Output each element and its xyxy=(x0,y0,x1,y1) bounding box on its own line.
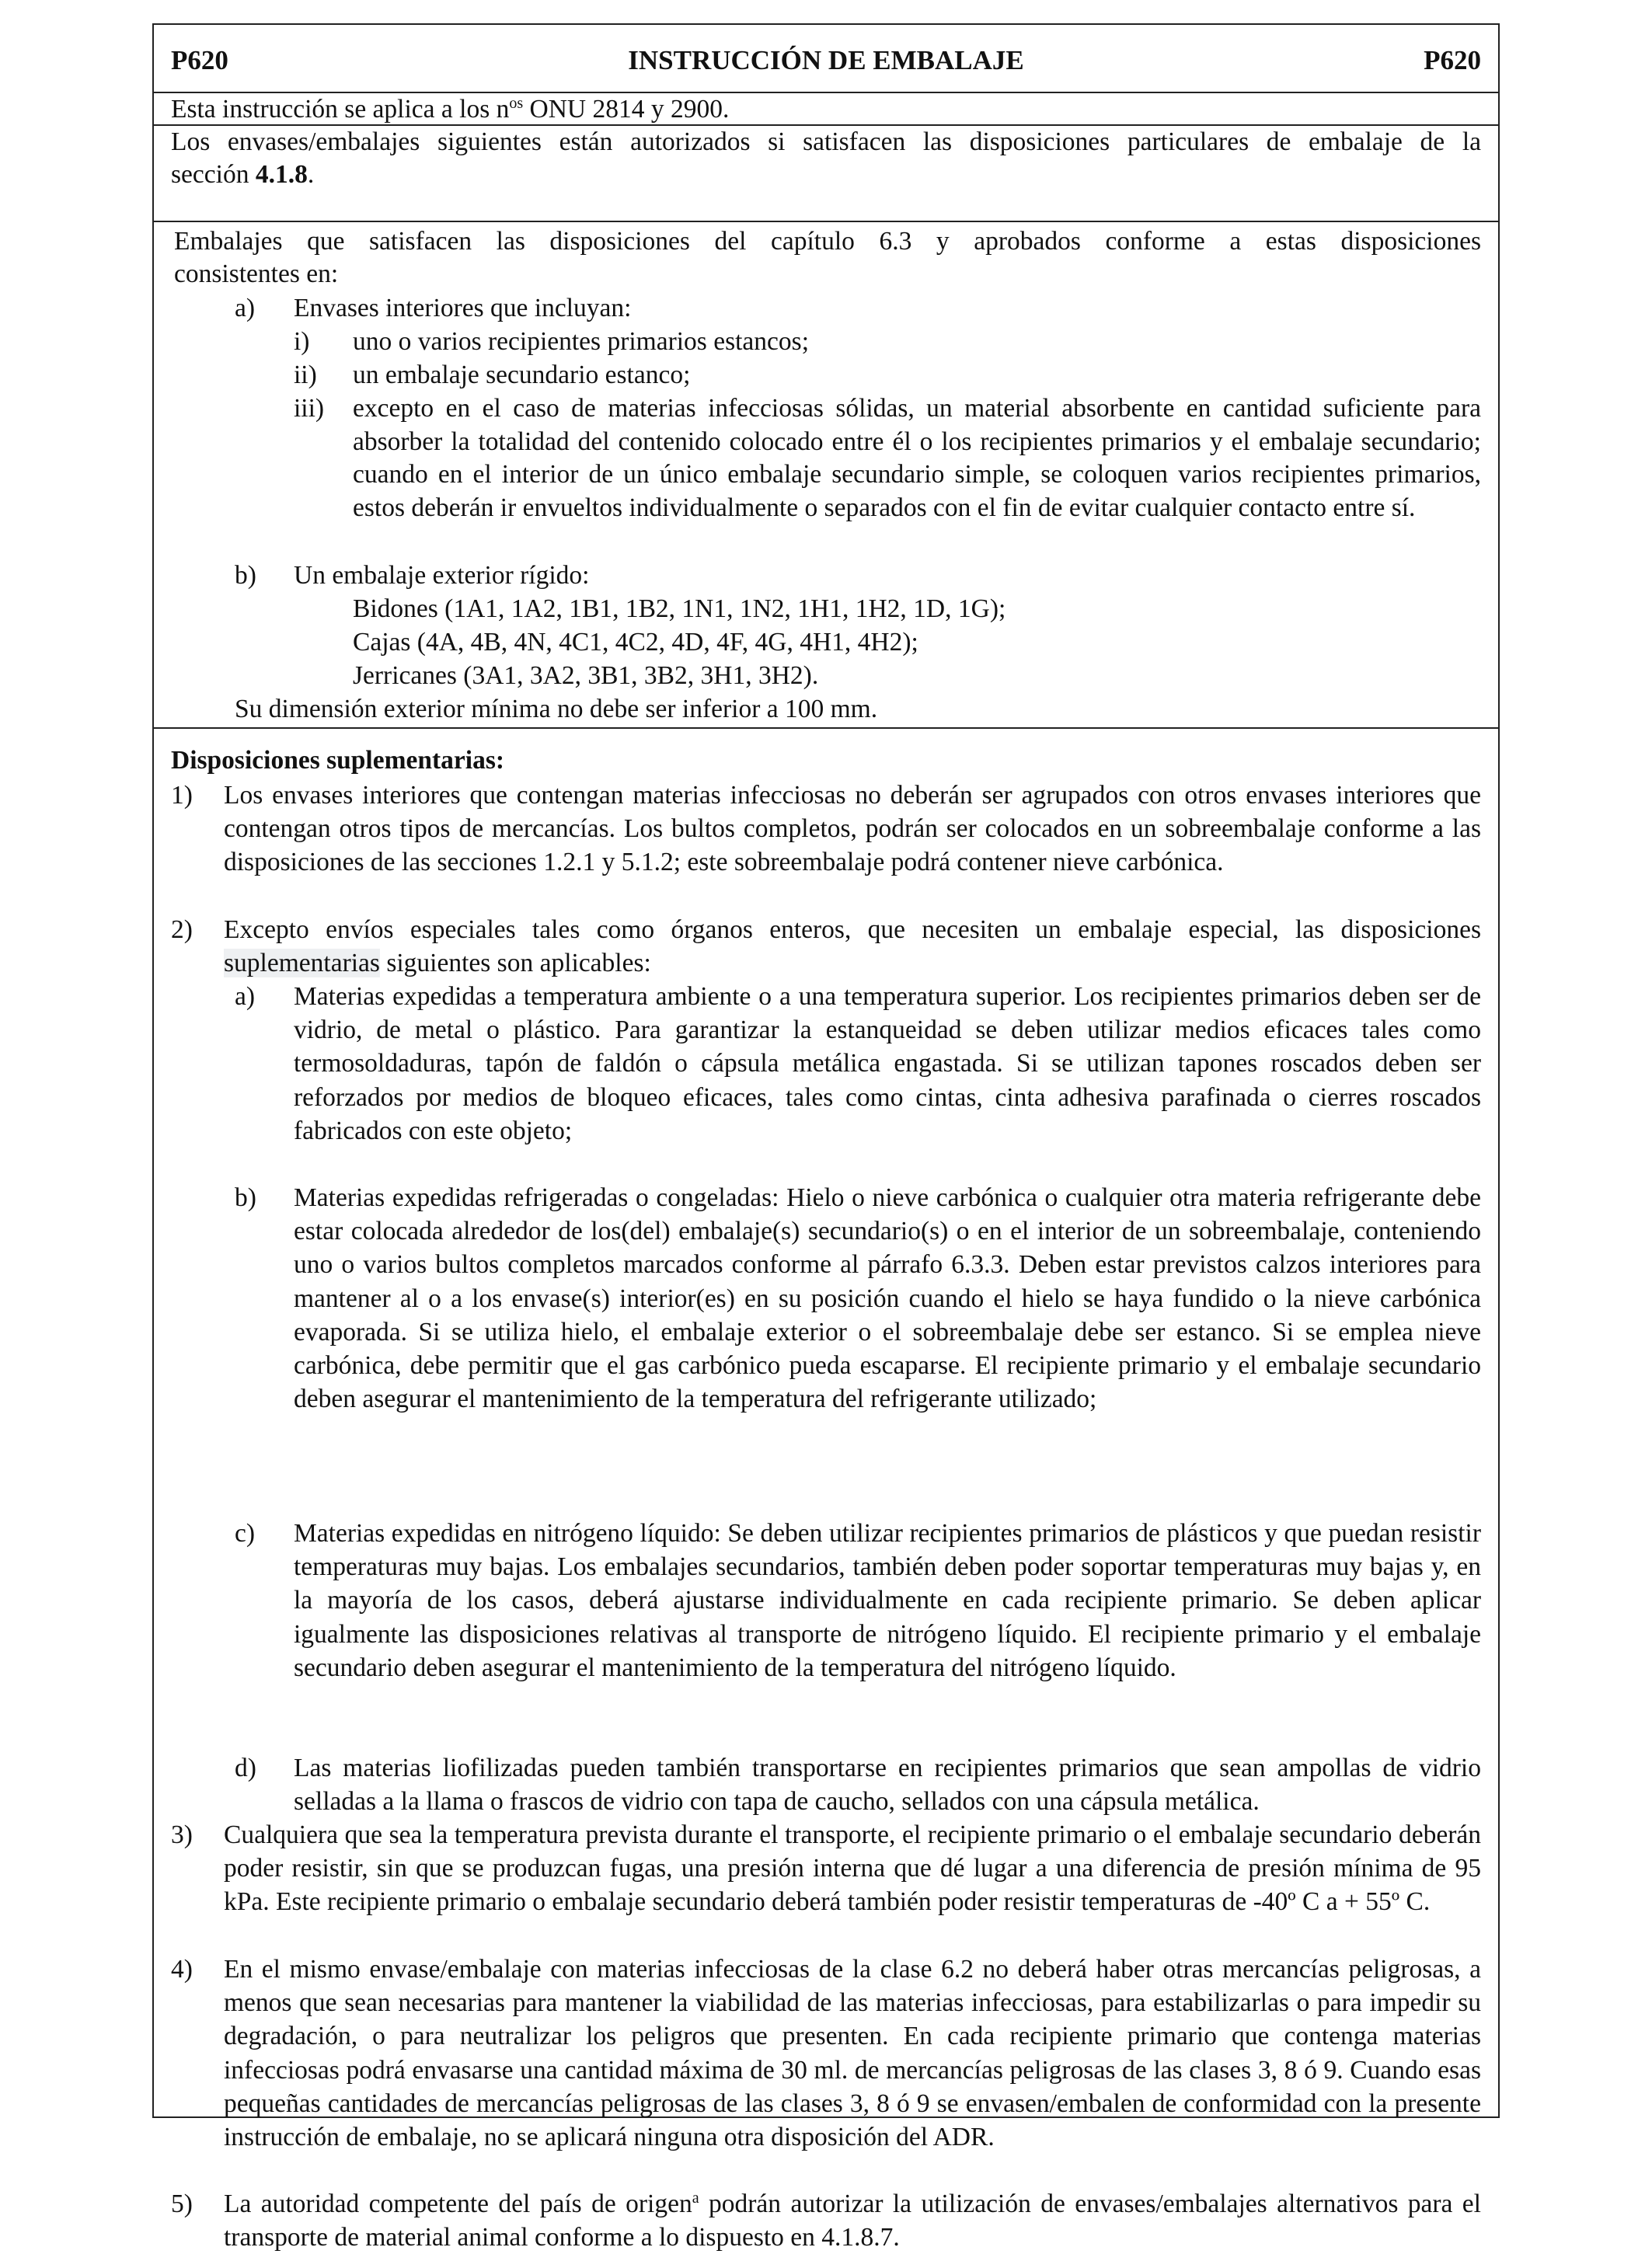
provision-2d-label: d) xyxy=(235,1754,256,1782)
header-row xyxy=(154,25,1498,93)
authorized-section-prefix: sección xyxy=(171,160,256,189)
authorized-section-ref: 4.1.8 xyxy=(255,160,308,189)
supplementary-row xyxy=(154,729,1498,2252)
applies-row xyxy=(154,93,1498,126)
provision-2-line-2 xyxy=(224,946,651,980)
item-a-iii-text: excepto en el caso de materias infecciosas sólidas, un material absorbente en cantidad suficiente para absorber la totalidad del contenido colocado entre él o los recipientes primarios y el embalaje secundario; cuando en el interior de un único embalaje secundario simple, se coloquen varios recipientes primarios, estos deberán ir envueltos individualmente o separados con el fin de evitar cualquier contacto entre sí. xyxy=(353,394,1481,522)
instruction-code-right: P620 xyxy=(1424,45,1481,75)
footnote-marker: a xyxy=(692,2189,699,2207)
highlighted-word: suplementarias xyxy=(224,949,380,977)
applies-text-before: Esta instrucción se aplica a los n xyxy=(171,95,510,124)
item-a-ii-label: ii) xyxy=(294,361,317,389)
supplementary-heading: Disposiciones suplementarias: xyxy=(171,746,505,775)
item-a-iii-label: iii) xyxy=(294,394,325,423)
item-b-label: b) xyxy=(235,561,256,590)
authorized-section-suffix: . xyxy=(307,160,315,189)
provision-5-label: 5) xyxy=(171,2190,193,2218)
item-b-text: Un embalaje exterior rígido: xyxy=(294,561,590,590)
provision-1-text: Los envases interiores que contengan materias infecciosas no deberán ser agrupados con otros envases interiores que contengan otros tipos de mercancías. Los bultos completos, podrán ser colocados en un sobreembalaje conforme a las disposiciones de las secciones 1.2.1 y 5.1.2; este sobreembalaje podrá contener nieve carbónica. xyxy=(224,781,1481,877)
instruction-code-left: P620 xyxy=(171,45,228,75)
provision-2b-label: b) xyxy=(235,1183,256,1212)
provision-2b-text: Materias expedidas refrigeradas o congeladas: Hielo o nieve carbónica o cualquier otra materia refrigerante debe estar colocada alrededor de los(del) embalaje(s) secundario(s) o en el interior de un sobreembalaje, conteniendo uno o varios bultos completos marcados conforme al párrafo 6.3.3. Deben estar previstos calzos interiores para mantener al o a los envase(s) interior(es) en su posición cuando el hielo se haya fundido o la nieve carbónica evaporada. Si se utiliza hielo, el embalaje exterior o el sobreembalaje debe ser estanco. Si se emplea nieve carbónica, debe permitir que el gas carbónico pueda escaparse. El recipiente primario y el embalaje secundario deben asegurar el mantenimiento de la temperatura del refrigerante utilizado; xyxy=(294,1183,1481,1414)
authorized-line-1: Los envases/embalajes siguientes están autorizados si satisfacen las disposiciones particulares de embalaje de la xyxy=(171,127,1481,156)
page-title: INSTRUCCIÓN DE EMBALAJE xyxy=(628,45,1024,75)
provision-1-label: 1) xyxy=(171,781,193,810)
provision-2-line-2-rest: siguientes son aplicables: xyxy=(379,949,651,977)
provision-3-text: Cualquiera que sea la temperatura prevista durante el transporte, el recipiente primario o el embalaje secundario deberán poder resistir, sin que se produzcan fugas, una presión interna que dé lugar a una diferencia de presión mínima de 95 kPa. Este recipiente primario o embalaje secundario deberá también poder resistir temperaturas de -40º C a + 55º C. xyxy=(224,1820,1481,1917)
packing-instruction-table xyxy=(152,23,1500,2252)
provision-4-text: En el mismo envase/embalaje con materias infecciosas de la clase 6.2 no deberá haber otras mercancías peligrosas, a menos que sean necesarias para mantener la viabilidad de las materias infecciosas, para estabilizarlas o para impedir su degradación, o para neutralizar los peligros que presenten. En cada recipiente primario que contenga materias infecciosas podrá envasarse una cantidad máxima de 30 ml. de mercancías peligrosas de las clases 3, 8 ó 9. Cuando esas pequeñas cantidades de mercancías peligrosas de las clases 3, 8 ó 9 se envasen/embalen de conformidad con la presente instrucción de embalaje, no se aplicará ninguna otra disposición del ADR. xyxy=(224,1955,1481,2152)
provision-5-text xyxy=(224,2187,1481,2254)
provision-2a-text: Materias expedidas a temperatura ambiente o a una temperatura superior. Los recipientes primarios deben ser de vidrio, de metal o plástico. Para garantizar la estanqueidad se deben utilizar medios eficaces tales como termosoldaduras, tapón de faldón o cápsula metálica engastada. Si se utilizan tapones roscados deben ser reforzados por medios de bloqueo eficaces, tales como cintas, cinta adhesiva parafinada o cierres roscados fabricados con este objeto; xyxy=(294,982,1481,1145)
packagings-intro-line-1: Embalajes que satisfacen las disposiciones del capítulo 6.3 y aprobados conforme a estas disposiciones xyxy=(174,227,1481,256)
provision-5-text-after: podrán autorizar la utilización de envases/embalajes alternativos para el transporte de material animal conforme a lo dispuesto en 4.1.8.7. xyxy=(224,2190,1481,2252)
outer-type-drums: Bidones (1A1, 1A2, 1B1, 1B2, 1N1, 1N2, 1H1, 1H2, 1D, 1G); xyxy=(353,594,1006,623)
packagings-intro-line-2: consistentes en: xyxy=(174,260,339,288)
provision-5-text-before: La autoridad competente del país de origen xyxy=(224,2190,692,2218)
applies-text-after: ONU 2814 y 2900. xyxy=(523,95,730,124)
item-a-label: a) xyxy=(235,294,256,322)
provision-2a-label: a) xyxy=(235,982,256,1011)
applies-superscript: os xyxy=(509,94,524,112)
item-a-ii-text: un embalaje secundario estanco; xyxy=(353,361,691,389)
outer-type-boxes: Cajas (4A, 4B, 4N, 4C1, 4C2, 4D, 4F, 4G, 4H1, 4H2); xyxy=(353,628,918,657)
provision-4-label: 4) xyxy=(171,1955,193,1984)
packagings-row xyxy=(154,222,1498,729)
provision-3-label: 3) xyxy=(171,1820,193,1849)
item-a-i-label: i) xyxy=(294,327,310,356)
authorized-line-2 xyxy=(171,159,314,192)
dimension-note: Su dimensión exterior mínima no debe ser inferior a 100 mm. xyxy=(235,695,878,723)
applies-text xyxy=(171,93,1481,127)
provision-2-label: 2) xyxy=(171,915,193,944)
provision-2d-text: Las materias liofilizadas pueden también transportarse en recipientes primarios que sean ampollas de vidrio selladas a la llama o frascos de vidrio con tapa de caucho, sellados con una cápsula metálica. xyxy=(294,1754,1481,1817)
authorized-row xyxy=(154,126,1498,222)
provision-2c-label: c) xyxy=(235,1519,256,1548)
outer-type-jerricans: Jerricanes (3A1, 3A2, 3B1, 3B2, 3H1, 3H2). xyxy=(353,661,819,690)
provision-2c-text: Materias expedidas en nitrógeno líquido: Se deben utilizar recipientes primarios de plásticos y que puedan resistir temperaturas muy bajas. Los embalajes secundarios, también deben poder soportar temperaturas muy bajas y, en la mayoría de los casos, deberá ajustarse individualmente en cada recipiente primario. Se deben aplicar igualmente las disposiciones relativas al transporte de nitrógeno líquido. El recipiente primario y el embalaje secundario deben asegurar el mantenimiento de la temperatura del nitrógeno líquido. xyxy=(294,1519,1481,1682)
provision-2-line-1: Excepto envíos especiales tales como órganos enteros, que necesiten un embalaje especial, las disposiciones xyxy=(224,915,1481,944)
item-a-text: Envases interiores que incluyan: xyxy=(294,294,632,322)
item-a-i-text: uno o varios recipientes primarios estancos; xyxy=(353,327,810,356)
